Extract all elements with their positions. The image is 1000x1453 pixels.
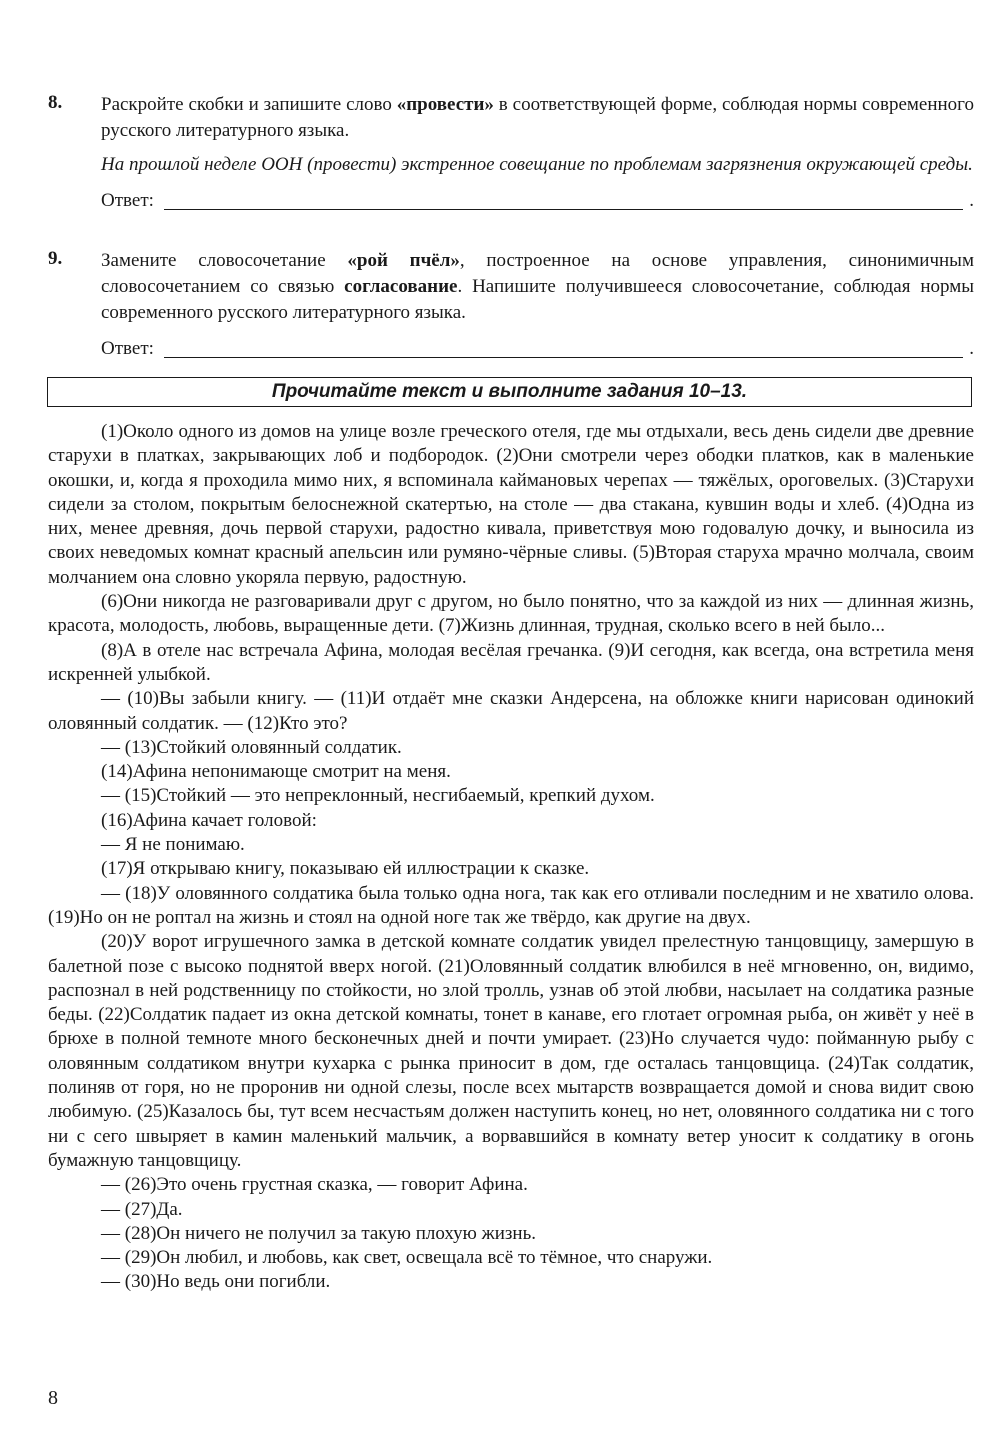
paragraph: (1)Около одного из домов на улице возле греческого отеля, где мы отдыхали, весь день сидели две древние старухи в платках, закрывающих лоб и подбородок. (2)Они смотрели через ободки платков, как в маленькие окошки, и, когда я проходила мимо них, я вспоминала каймановых черепах — тяжёлых, ороговелых. (3)Старухи сидели за столом, покрытым белоснежной скатертью, на столе — два стакана, кувшин воды и хлеб. (4)Одна из них, менее древняя, дочь первой старухи, радостно кивала, приветствуя мою годовалую дочку, и выносила из своих неведомых комнат красный апельсин или румяно-чёрные сливы. (5)Вторая старуха мрачно молчала, своим молчанием она словно укоряла первую, радостную. [48,421,974,588]
paragraph: — (10)Вы забыли книгу. — (11)И отдаёт мне сказки Андерсена, на обложке книги нарисован одинокий оловянный солдатик. — (12)Кто это? [48,688,974,734]
answer-end: . [969,190,974,211]
paragraph: — (28)Он ничего не получил за такую плохую жизнь. [101,1222,536,1244]
paragraph: — (18)У оловянного солдатика была только одна нога, так как его отливали последним и не хватило олова. (19)Но он не роптал на жизнь и стоял на одной ноге так же твёрдо, как другие на двух. [48,882,974,928]
paragraph: — Я не понимаю. [101,834,245,856]
paragraph: — (30)Но ведь они погибли. [101,1271,331,1293]
paragraph: — (29)Он любил, и любовь, как свет, освещала всё то тёмное, что снаружи. [101,1247,713,1269]
task-8 [48,92,974,214]
paragraph: (8)А в отеле нас встречала Афина, молодая весёлая гречанка. (9)И сегодня, как всегда, она встретила меня искренней улыбкой. [48,639,974,685]
target-phrase: «рой пчёл» [347,250,460,271]
task-number: 8. [48,92,63,113]
task-instruction: Раскройте скобки и запишите слово «провести» в соответствующей форме, соблюдая нормы современного русского литературного языка. [101,94,975,141]
answer-line[interactable] [164,357,963,358]
paragraph: (20)У ворот игрушечного замка в детской комнате солдатик увидел прелестную танцовщицу, замершую в балетной позе с высоко поднятой вверх ногой. (21)Оловянный солдатик влюбился в неё мгновенно, он, видимо, распознал в ней родственницу по стойкости, но злой тролль, узнав об этой любви, насылает на солдатика разные беды. (22)Солдатик падает из окна детской комнаты, тонет в канаве, его глотает огромная рыба, он живёт у неё в брюхе в полной темноте много бесконечных дней и почти умирает. (23)Но случается чудо: пойманную рыбу с оловянным солдатиком внутри кухарка с рынка приносит в дом, где осталась танцовщица. (24)Так солдатик, полиняв от горя, но не проронив ни одной слезы, после всех мытарств возвращается домой и снова видит свою любимую. (25)Казалось бы, тут всем несчастьям должен наступить конец, но нет, оловянного солдатика ни с того ни с сего швыряет в камин маленький мальчик, а ворвавшийся в комнату ветер уносит к солдатику в огонь бумажную танцовщицу. [48,931,974,1171]
answer-line[interactable] [164,209,963,210]
answer-label: Ответ: [101,190,154,211]
paragraph: — (26)Это очень грустная сказка, — говорит Афина. [101,1174,528,1196]
text-header-box: Прочитайте текст и выполните задания 10–13. [47,377,972,407]
paragraph: — (13)Стойкий оловянный солдатик. [101,736,402,758]
paragraph: (16)Афина качает головой: [101,809,317,831]
target-relation: согласование [344,276,458,297]
reading-text [48,420,974,1295]
task-instruction: Замените словосочетание «рой пчёл», построенное на основе управления, синонимичным словосочетанием со связью согласование. Напишите получившееся словосочетание, соблюдая нормы современного русского литературного языка. [101,250,974,323]
paragraph: — (27)Да. [101,1198,183,1220]
paragraph: (6)Они никогда не разговаривали друг с другом, но было понятно, что за каждой из них — длинная жизнь, красота, молодость, любовь, выращенные дети. (7)Жизнь длинная, трудная, сколько всего в ней было... [48,591,974,637]
answer-row [101,188,974,214]
target-word: «провести» [396,94,494,115]
page-number: 8 [48,1387,58,1409]
paragraph: — (15)Стойкий — это непреклонный, несгибаемый, крепкий духом. [101,785,655,807]
answer-end: . [969,338,974,359]
paragraph: (14)Афина непонимающе смотрит на меня. [101,761,451,783]
task-number: 9. [48,248,63,269]
answer-label: Ответ: [101,338,154,359]
paragraph: (17)Я открываю книгу, показываю ей иллюстрации к сказке. [101,858,590,880]
answer-row [101,336,974,362]
example-sentence: На прошлой неделе ООН (провести) экстренное совещание по проблемам загрязнения окружающей среды. [101,154,973,175]
task-9 [48,248,974,362]
